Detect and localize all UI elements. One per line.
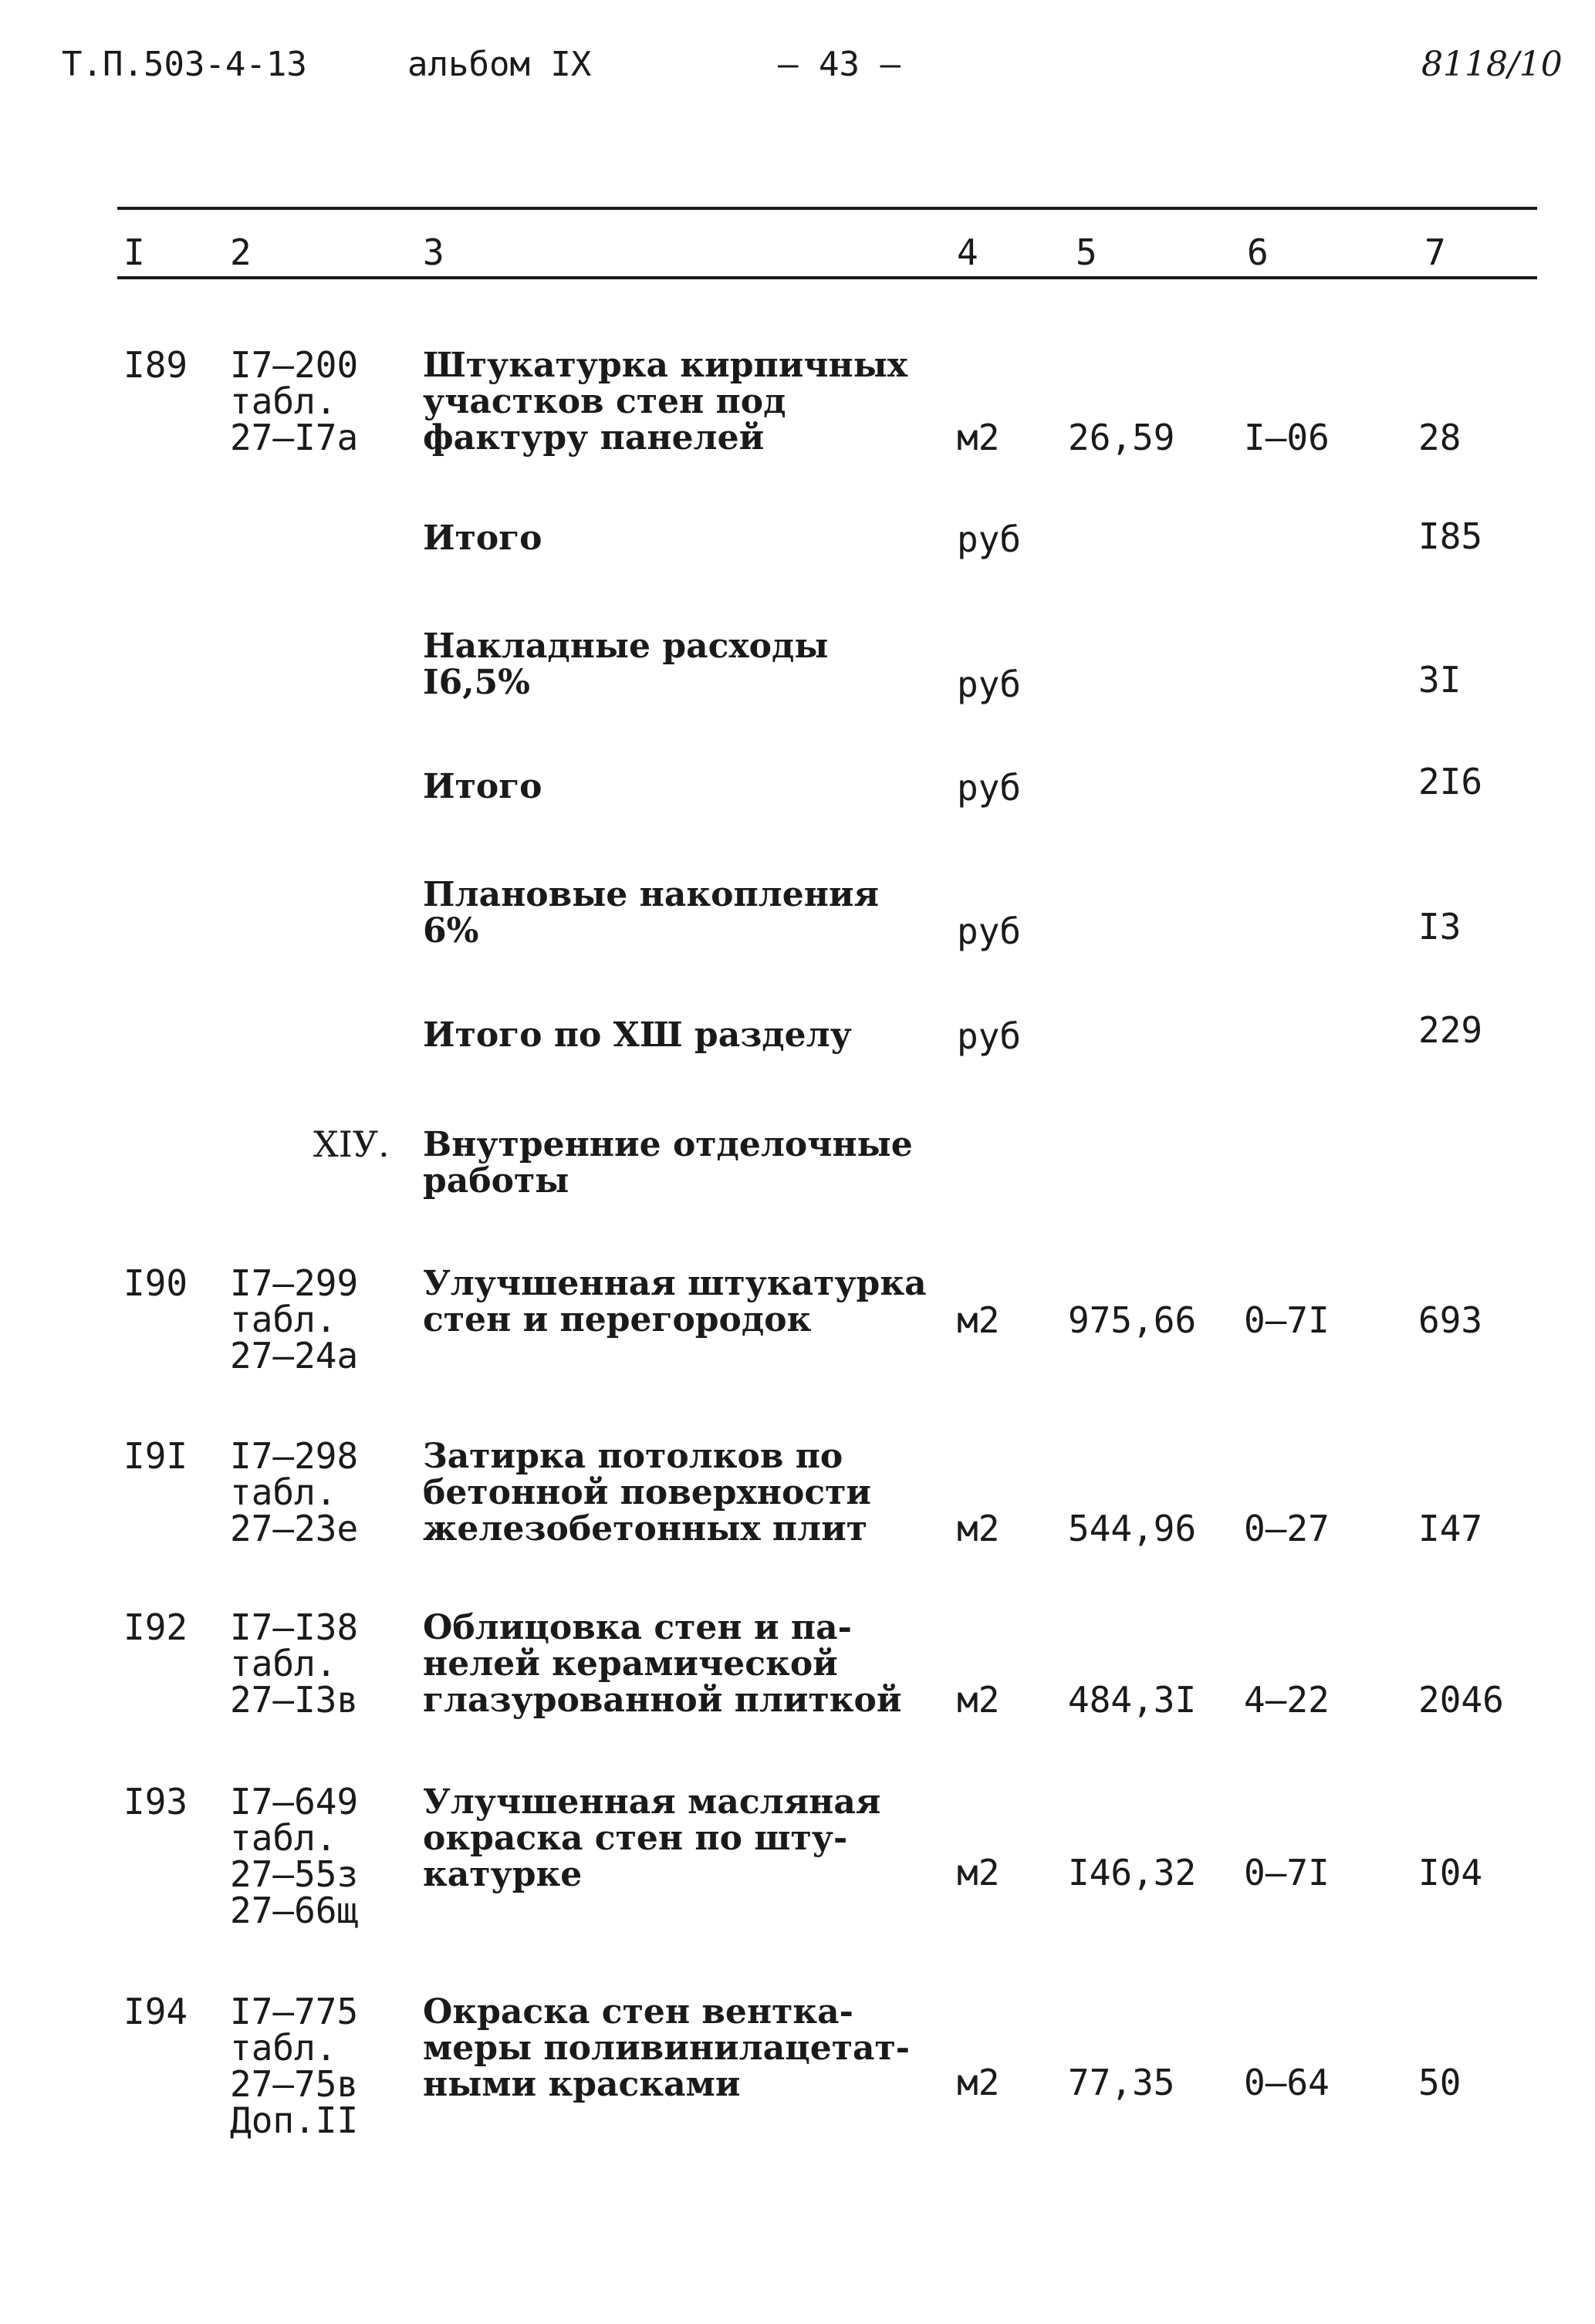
total-cost: I3 (1418, 906, 1462, 948)
total-cost: I04 (1418, 1852, 1483, 1893)
work-description: Накладные расходы I6,5% (423, 627, 829, 702)
unit: руб (957, 519, 1022, 560)
total-cost: I47 (1418, 1508, 1483, 1549)
work-description: Затирка потолков по бетонной поверхности железобетонных плит (423, 1437, 872, 1549)
unit-price: I–06 (1244, 417, 1330, 458)
unit: м2 (957, 417, 1000, 458)
total-cost: 693 (1418, 1299, 1483, 1341)
unit: м2 (957, 1299, 1000, 1341)
unit: м2 (957, 1679, 1000, 1721)
quantity: I46,32 (1068, 1852, 1197, 1893)
col-header-1: I (123, 231, 145, 273)
total-cost: 2046 (1418, 1679, 1504, 1721)
col-header-7: 7 (1424, 231, 1446, 273)
unit-price: 0–7I (1244, 1299, 1330, 1341)
unit: руб (957, 767, 1022, 809)
unit: руб (957, 910, 1022, 952)
quantity: 77,35 (1068, 2062, 1175, 2103)
unit-price: 0–64 (1244, 2062, 1330, 2103)
table-top-rule-gap (117, 211, 341, 213)
document-code: Т.П.503-4-13 (62, 45, 307, 84)
norm-reference: I7–775 табл. 27–75в Доп.II (230, 1991, 359, 2141)
quantity: 544,96 (1068, 1508, 1197, 1549)
col-header-3: 3 (423, 231, 444, 273)
unit-price: 0–7I (1244, 1852, 1330, 1893)
total-cost: 229 (1418, 1009, 1483, 1051)
row-number: I92 (123, 1606, 188, 1648)
norm-reference: I7–I38 табл. 27–I3в (230, 1606, 359, 1721)
norm-reference: I7–200 табл. 27–I7а (230, 344, 359, 458)
unit: м2 (957, 1508, 1000, 1549)
work-description: Улучшенная штукатурка стен и перегородок (423, 1264, 927, 1339)
sheet-number: 8118/10 (1421, 45, 1563, 84)
total-cost: 3I (1418, 659, 1462, 701)
work-description: Итого (423, 519, 542, 558)
quantity: 26,59 (1068, 417, 1175, 458)
work-description: Штукатурка кирпичных участков стен под фактуру панелей (423, 346, 908, 458)
total-cost: I85 (1418, 515, 1483, 557)
work-description: Итого по XШ разделу (423, 1015, 852, 1055)
unit: руб (957, 664, 1022, 705)
row-number: I94 (123, 1991, 188, 2032)
unit: м2 (957, 2062, 1000, 2103)
section-title: Внутренние отделочные работы (423, 1125, 913, 1201)
row-number: I93 (123, 1781, 188, 1822)
unit: м2 (957, 1852, 1000, 1893)
quantity: 484,3I (1068, 1679, 1197, 1721)
total-cost: 2I6 (1418, 761, 1483, 802)
work-description: Улучшенная масляная окраска стен по шту- катурке (423, 1782, 881, 1894)
col-header-6: 6 (1247, 231, 1269, 273)
work-description: Плановые накопления 6% (423, 875, 880, 951)
col-header-5: 5 (1076, 231, 1097, 273)
album-label: альбом IX (407, 45, 592, 84)
section-number: XIУ. (313, 1123, 390, 1165)
col-header-4: 4 (957, 231, 978, 273)
unit-price: 0–27 (1244, 1508, 1330, 1549)
total-cost: 28 (1418, 417, 1462, 458)
norm-reference: I7–298 табл. 27–23е (230, 1435, 359, 1549)
page-number: – 43 – (778, 45, 901, 84)
row-number: I9I (123, 1435, 188, 1477)
norm-reference: I7–649 табл. 27–55з 27–66щ (230, 1781, 359, 1931)
unit: руб (957, 1015, 1022, 1057)
row-number: I90 (123, 1262, 188, 1304)
norm-reference: I7–299 табл. 27–24а (230, 1262, 359, 1376)
work-description: Облицовка стен и па- нелей керамической глазурованной плиткой (423, 1608, 902, 1720)
work-description: Окраска стен вентка- меры поливинилацетат- ными красками (423, 1992, 910, 2104)
col-header-2: 2 (230, 231, 252, 273)
table-header-rule (117, 276, 1537, 279)
total-cost: 50 (1418, 2062, 1462, 2103)
table-top-rule (117, 207, 1537, 210)
work-description: Итого (423, 767, 542, 806)
quantity: 975,66 (1068, 1299, 1197, 1341)
unit-price: 4–22 (1244, 1679, 1330, 1721)
row-number: I89 (123, 344, 188, 386)
